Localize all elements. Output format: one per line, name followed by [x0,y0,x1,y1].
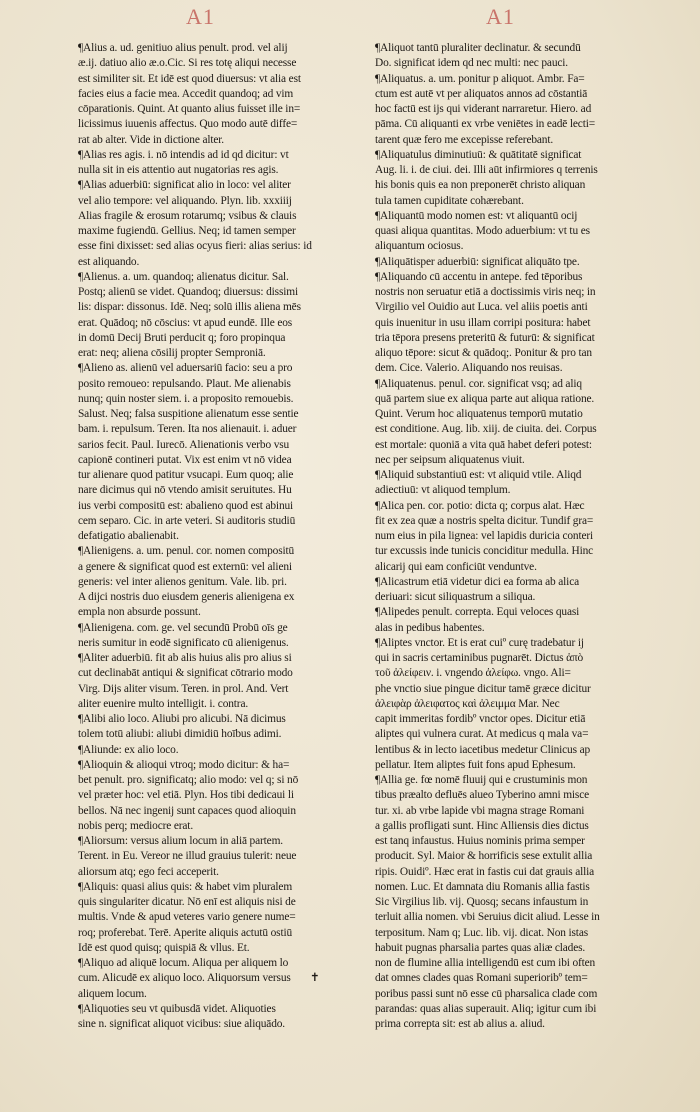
text-line: nomen. Luc. Et damnata diu Romanis allia fastis [375,880,590,893]
text-line: ¶Alienigena. com. ge. vel secundū Probū oīs ge [78,621,288,634]
text-line: ¶Alias aduerbiū: significat alio in loco: vel aliter [78,179,291,192]
text-line: ¶Alias res agis. i. nō intendis ad id qd dicitur: vt [78,148,289,161]
text-line: ¶Aliquis: quasi alius quis: & habet vim pluralem [78,880,293,893]
text-line: prima correpta sit: est ab alius a. aliud. [375,1018,545,1030]
text-line: aliquantum ociosus. [375,240,464,253]
text-line: ¶Alibi alio loco. Aliubi pro alicubi. Nā dicimus [78,713,286,725]
text-line: alas in pedibus habentes. [375,621,485,634]
text-line: esse fini dixisset: sed alias ocyus fieri: alias serius: id [78,240,312,253]
text-line: est conditione. Aug. lib. xiij. de ciuita. dei. Corpus [375,423,597,436]
folio-mark-right: A1 [486,4,515,29]
text-line: ius verbi compositū est: abalieno quod est abinui [78,499,294,512]
text-line: cem separo. Cic. in arte veteri. Si auditoris studiū [78,514,296,527]
text-line: rat ab alter. Vide in dictione alter. [78,133,225,146]
text-line: τοῦ ἀλείφειν. i. vngendo ἀλείφω. vngo. Ali= [375,667,571,680]
text-line: quis singulariter dicatur. Nō enī est aliquis nisi de [78,896,296,908]
text-line: multis. Vnde & apud veteres vario genere nume= [78,911,296,924]
text-line: ¶Alioquin & alioqui vtroq; modo dicitur: & ha= [78,758,290,771]
text-line: Virgilio vel Ouidio aut Luca. vel aliis poetis anti [375,301,588,314]
text-line: nare dicimus qui nō vtendo amisit seruitutes. Hu [78,484,292,497]
text-line: aliquem locum. [78,987,147,1000]
text-line: erat: neq; aliena cōsilij propter Semproniā. [78,347,266,359]
text-line: bet penult. pro. significatq; alio modo: vel q; si nō [78,774,299,786]
text-line: empla non absurde possunt. [78,606,201,619]
text-line: cum. Alicudē ex aliquo loco. Aliquorsum versus [78,972,291,985]
text-line: Virg. Dijs aliter visum. Teren. in prol. And. Vert [78,682,289,695]
text-line: ¶Aliquoties seu vt quibusdā videt. Aliquoties [78,1002,276,1015]
text-line: alicarij qui eam conficiūt venduntve. [375,560,537,573]
text-line: vel alio tempore: vel aliquando. Plyn. lib. xxxiiij [78,194,292,207]
text-line: a gallis profligati sunt. Hinc Alliensis dies dictus [375,819,589,832]
text-line: ¶Aliter aduerbiū. fit ab alis huius alis pro alius si [78,652,292,664]
text-line: adiectiuū: vt aliquod templum. [375,484,511,497]
text-line: phe vnctio siue pingue dicitur tamē græce dicitur [375,682,591,695]
text-line: tolem totū aliubi: aliubi dimidiū hoībus adimi. [78,728,282,741]
text-line: aliquo tēpore: sicut & quādoq;. Ponitur & pro tan [375,347,592,359]
text-line: facies eius a facie mea. Accedit quandoq; ad vim [78,87,294,100]
text-line: tibus præalto defluēs alueo Tyberino amni misce [375,789,590,802]
text-line: lis: dispar: dissonus. Idē. Neq; solū illis aliena mēs [78,301,301,314]
text-line: dat omnes clades quas Romani superioribº tem= [375,972,588,985]
text-line: quā partem siue ex aliqua parte aut aliqua ratione. [375,392,595,405]
text-line: deriuari: sicut siliquastrum a siliqua. [375,591,536,603]
text-line: ¶Aliptes vnctor. Et is erat cuiº curę tradebatur ij [375,636,584,649]
text-line: ¶Alipedes penult. correpta. Equi veloces quasi [375,606,580,619]
text-line: pāma. Cū aliquanti ex vrbe veniētes in eadē lecti= [375,118,596,131]
text-line: defatigatio abalienabit. [78,530,179,542]
text-line: bellos. Nā nec ingenij sunt capaces quod alioquin [78,804,296,817]
text-line: est tanq infaustus. Huius nominis prima semper [375,835,585,847]
text-line: ¶Aliquatenus. penul. cor. significat vsq; ad aliq [375,377,582,390]
text-line: aliter euenire multo intelligit. i. contra. [78,697,249,710]
text-line: his bonis quis ea non preponerēt christo aliquan [375,179,586,192]
text-line: cōparationis. Quint. At quanto alius fuisset ille in= [78,103,301,115]
text-line: ¶Alica pen. cor. potio: dicta q; corpus alat. Hæc [375,499,585,512]
text-line: Salust. Neq; falsa suspitione alienatum esse sentie [78,408,299,420]
text-line: parandas: quas alias superauit. Aliq; igitur cum ibi [375,1002,597,1015]
text-line: ¶Aliquando cū accentu in antepe. fed tēporibus [375,270,583,283]
text-line: est aliquando. [78,255,140,268]
text-line: Postq; alienū se videt. Quandoq; diuersus: dissimi [78,286,298,298]
text-line: ¶Alienus. a. um. quandoq; alienatus dicitur. Sal. [78,270,289,283]
text-line: ¶Alicastrum etiā videtur dici ea forma ab alica [375,575,579,588]
text-line: ¶Aliquantū modo nomen est: vt aliquantū ocij [375,209,578,222]
text-line: nulla sit in eis attentio aut nugatorias res agis. [78,164,279,176]
folio-mark-left: A1 [186,4,215,29]
text-line: ¶Alieno as. alienū vel aduersariū facio: seu a pro [78,362,293,375]
text-line: maxime fugiendū. Gellius. Neq; id tamen semper [78,225,296,237]
text-line: generis: vel inter alienos genitum. Vale. lib. pri. [78,575,287,588]
text-line: posito remoueo: repulsando. Plaut. Me alienabis [78,377,291,390]
text-line: ¶Aliquātisper aduerbiū: significat aliquāto tpe. [375,255,580,268]
text-line: capit immeritas fordibº vnctor opes. Dicitur etiā [375,713,586,725]
text-line: habuit pugnas pharsalia partes quas aliæ clades. [375,941,586,954]
text-line: Do. significat idem qd nec multi: nec pauci. [375,57,568,70]
right-column [375,41,653,1032]
text-line: a genere & significat quod est externū: vel alieni [78,560,292,573]
catchword-mark: ✝ [310,972,320,984]
text-line: in domū Decij Bruti perducit q; foro propinqua [78,331,286,344]
text-line: ¶Aliquid substantiuū est: vt aliquid vtile. Aliqd [375,469,582,481]
text-line: producit. Syl. Maior & horrificis sese extulit allia [375,850,593,863]
text-line: terpositum. Nam q; Luc. lib. vij. dicat. Non istas [375,926,589,939]
text-line: Aug. li. i. de ciui. dei. Illi aūt infirmiores q terrenis [375,164,598,176]
text-line: ¶Aliunde: ex alio loco. [78,743,179,756]
text-line: Alias fragile & erosum rotarumq; vsibus & clauis [78,209,297,222]
text-line: aliptes qui vulnera curat. At medicus q mala va= [375,728,589,741]
text-line: erat. Quādoq; nō cōscius: vt apud eundē. Ille eos [78,316,293,329]
text-line: quis inuenitur in usu illam corripi positura: habet [375,316,591,329]
text-line: ripis. Ouidiº. Hæc erat in fastis cui dat grauis allia [375,865,595,878]
text-line: nunq; quin noster siem. i. a proposito remouebis. [78,392,294,405]
text-line: Sic Virgilius lib. vij. Quosq; secans infaustum in [375,896,589,908]
text-line: Idē est quod quisq; quispiā & vllus. Et. [78,941,250,954]
text-line: roq; proferebat. Terē. Aperite aliquis actutū ostiū [78,926,293,939]
text-line: tur alienare quod patitur vsucapi. Eum quoq; alie [78,469,294,481]
text-line: æ.ij. datiuo alio æ.o.Cic. Si res totę aliqui necesse [78,57,297,70]
text-line: sine n. significat aliquot vicibus: siue aliquādo. [78,1018,285,1030]
text-line: est mortale: quoniā a vita quā habet deferi potest: [375,438,592,451]
text-line: lentibus & in lecto iacetibus medetur Clinicus ap [375,743,591,756]
text-line: ¶Aliquatus. a. um. ponitur p aliquot. Ambr. Fa= [375,72,585,85]
text-line: ¶Aliorsum: versus alium locum in aliā partem. [78,835,283,847]
text-line: A dijci nostris duo eiusdem generis alienigena ex [78,591,295,603]
text-line: quasi aliqua quantitas. Modo aduerbium: vt tu es [375,225,590,237]
text-line: non de flumine allia intelligendū est cum ibi often [375,957,596,969]
text-line: hoc factū est ijs qui viderant narraretur. Hiero. ad [375,103,592,115]
text-line: capionē contineri putat. Vix est enim vt nō videa [78,453,292,466]
text-line: ¶Alius a. ud. genitiuo alius penult. prod. vel alij [78,42,288,54]
text-line: ¶Aliquatulus diminutiuū: & quātitatē significat [375,148,582,161]
text-line: tula tamen cupiditate cohærebant. [375,194,524,207]
text-line: aliorsum atq; ego feci acceperit. [78,865,219,878]
text-line: vel præter hoc: vel etiā. Plyn. Hos tibi dedicaui li [78,789,294,802]
text-line: est similiter sit. Et idē est quod diuersus: vt alia est [78,72,301,85]
text-line: ¶Alienigens. a. um. penul. cor. nomen compositū [78,545,295,558]
text-line: bam. i. repulsum. Teren. Ita nos alienauit. i. aduer [78,423,297,436]
text-line: sarios fecit. Paul. Iurecō. Alienationis verbo vsu [78,438,290,451]
text-line: Quint. Verum hoc aliquatenus temporū mutatio [375,408,583,420]
text-line: tur excussis inde tunicis conciditur medulla. Hinc [375,545,594,558]
text-line: fit ex zea quæ a nostris spelta dicitur. Tundif gra= [375,514,594,527]
text-line: pellatur. Item aliptes fuit fons apud Ephesum. [375,758,576,771]
text-line: tur. xi. ab vrbe lapide vbi magna strage Romani [375,804,585,817]
text-line: cut declinabāt antiqui & significat cōtrario modo [78,667,293,680]
left-column [78,41,358,1032]
text-line: Terent. in Eu. Vereor ne illud grauius tulerit: neue [78,850,297,863]
text-line: poribus passi sunt nō esse cū pharsalica clade com [375,987,598,1000]
text-line: ¶Aliquo ad aliquē locum. Aliqua per aliquem lo [78,957,289,969]
text-line: neris sumitur in eodē significato cū alienigenus. [78,636,289,649]
text-line: tria tēpora presens preteritū & futurū: & significat [375,331,595,344]
text-line: tarent quæ fero me excepisse referebant. [375,133,554,146]
text-line: ¶Allia ge. fœ nomē fluuij qui e crustuminis mon [375,774,588,786]
text-line: dem. Cice. Valerio. Aliquando nos reuisas. [375,362,563,375]
text-line: ἀλειφὰρ ἀλειφατος καὶ ἀλειμμα Mar. Nec [375,697,560,710]
text-line: ctum est autē vt per aliquatos annos ad cōstantiā [375,87,588,100]
text-line: terluit allia nomen. vbi Seruius dicit aliud. Lesse in [375,911,600,924]
text-line: licissimus iuuenis affectus. Quo modo autē diffe= [78,118,298,131]
text-line: ¶Aliquot tantū pluraliter declinatur. & secundū [375,42,581,54]
text-line: qui in sacris certaminibus pugnarēt. Dictus ἀπὸ [375,652,584,664]
text-line: nostris non seruatur etiā a doctissimis viris neq; in [375,286,596,298]
text-line: num eius in pila lignea: vel lapidis duricia conteri [375,530,594,542]
text-line: nobis perq; mediocre erat. [78,819,194,832]
text-line: nec per seipsum aliquatenus viuit. [375,453,525,466]
